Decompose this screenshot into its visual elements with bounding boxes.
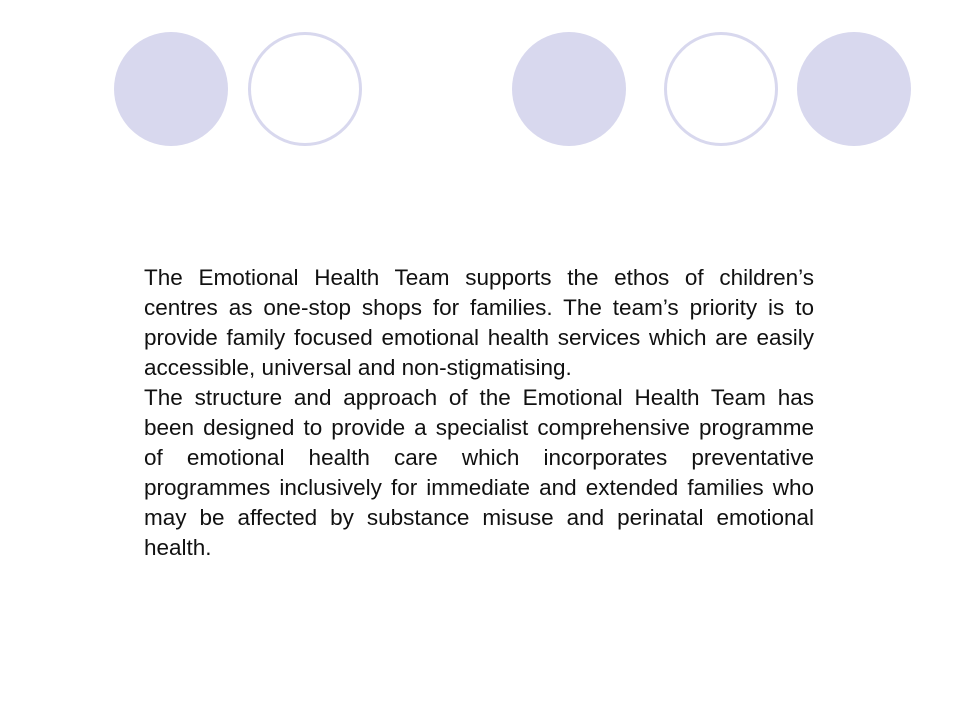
decorative-filled-circle: [512, 32, 626, 146]
paragraph-team-structure: The structure and approach of the Emotional Health Team has been designed to provide a specialist comprehensive programme of emotional health care which incorporates preventative programmes inclusively for immediate and extended families who may be affected by substance misuse and perinatal emotional health.: [144, 385, 814, 560]
paragraph-team-ethos: The Emotional Health Team supports the ethos of children’s centres as one-stop shops for families. The team’s priority is to provide family focused emotional health services which are easily accessible, universal and non-stigmatising.: [144, 265, 814, 380]
decorative-ring-circle: [664, 32, 778, 146]
decorative-filled-circle: [114, 32, 228, 146]
decorative-ring-circle: [248, 32, 362, 146]
decorative-filled-circle: [797, 32, 911, 146]
slide-body-text: [144, 263, 814, 563]
